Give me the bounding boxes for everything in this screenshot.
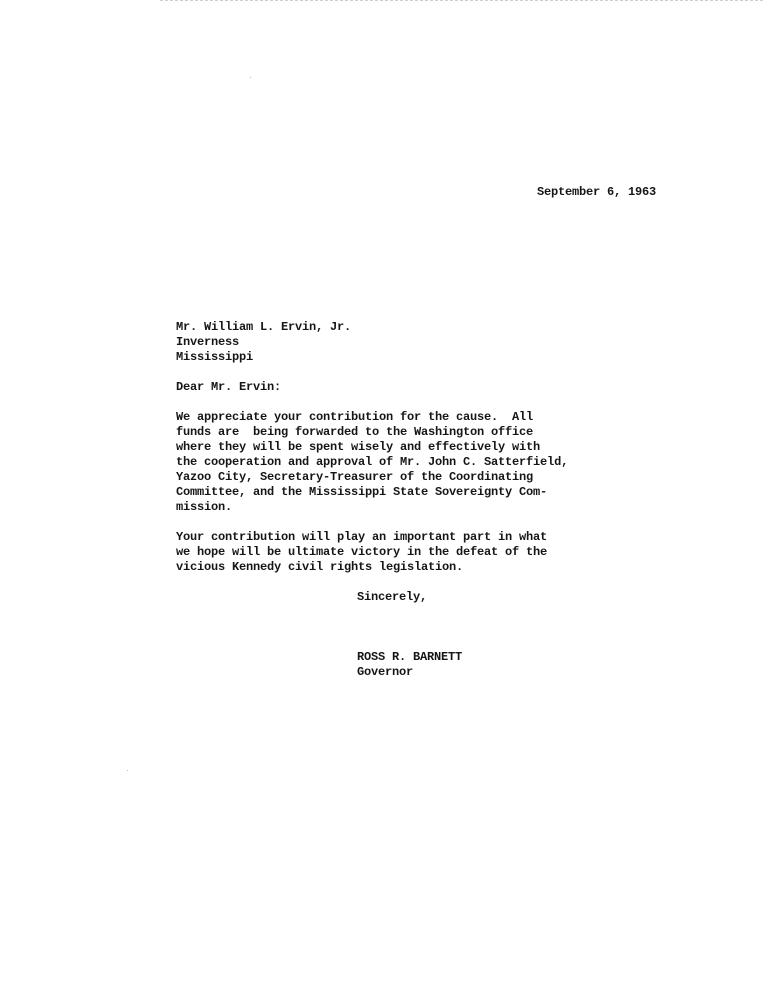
- recipient-city: Inverness: [176, 335, 240, 349]
- paragraph-line: where they will be spent wisely and effectively with: [176, 440, 541, 454]
- recipient-name: Mr. William L. Ervin, Jr.: [176, 320, 352, 334]
- scan-speck: [127, 770, 128, 771]
- paragraph-line: Committee, and the Mississippi State Sovereignty Com-: [176, 485, 548, 499]
- paragraph-line: vicious Kennedy civil rights legislation.: [176, 560, 464, 574]
- signer-name: ROSS R. BARNETT: [357, 650, 463, 664]
- paragraph-line: funds are being forwarded to the Washington office: [176, 425, 534, 439]
- paragraph-line: the cooperation and approval of Mr. John C. Satterfield,: [176, 455, 569, 469]
- paragraph-line: Yazoo City, Secretary-Treasurer of the Coordinating: [176, 470, 534, 484]
- scan-speck: [250, 77, 251, 78]
- paragraph-line: we hope will be ultimate victory in the defeat of the: [176, 545, 548, 559]
- paragraph-line: We appreciate your contribution for the cause. All: [176, 410, 534, 424]
- letter-date: September 6, 1963: [537, 185, 657, 199]
- paragraph-line: mission.: [176, 500, 233, 514]
- signer-title: Governor: [357, 665, 414, 679]
- salutation: Dear Mr. Ervin:: [176, 380, 282, 394]
- paragraph-line: Your contribution will play an important part in what: [176, 530, 548, 544]
- page-top-edge: [160, 0, 763, 1]
- closing: Sincerely,: [357, 590, 428, 604]
- recipient-state: Mississippi: [176, 350, 254, 364]
